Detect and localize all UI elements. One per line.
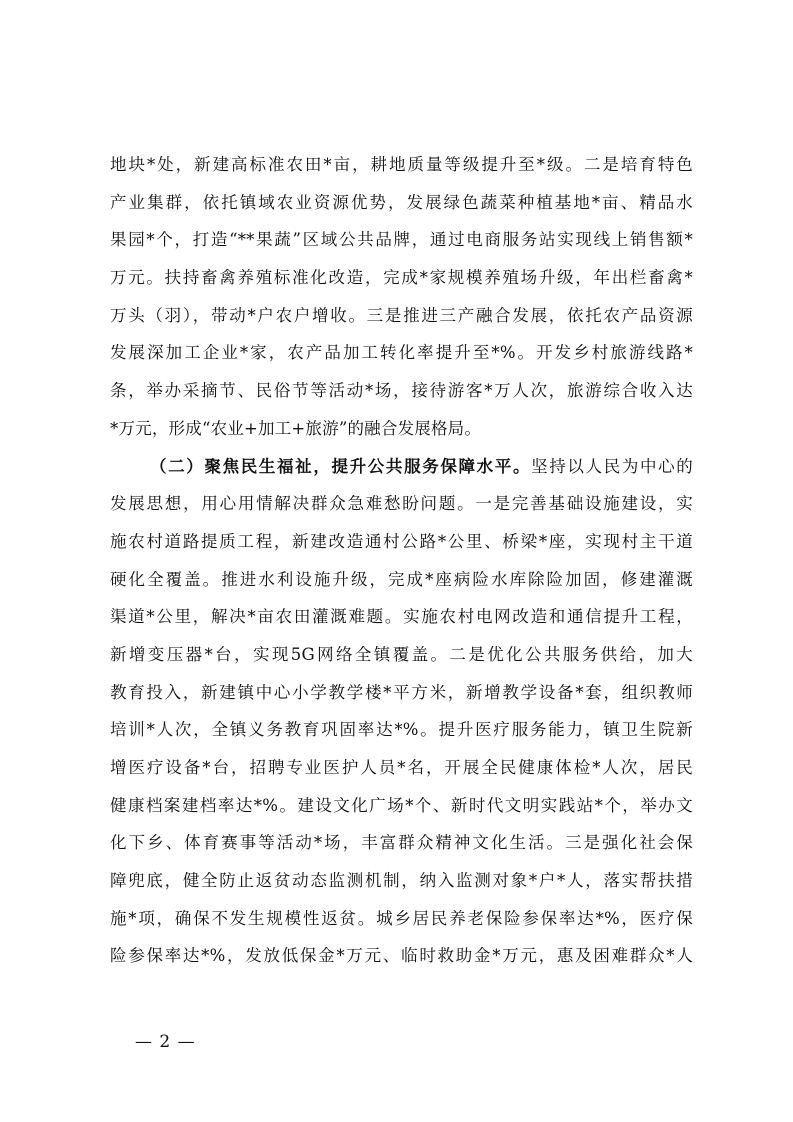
paragraph-line: 地块*处，新建高标准农田*亩，耕地质量等级提升至*级。二是培育特色 [110, 155, 693, 174]
paragraph-line: 条，举办采摘节、民俗节等活动*场，接待游客*万人次，旅游综合收入达 [110, 381, 693, 401]
paragraph-line: 万头（羽），带动*户农户增收。三是推进三产融合发展，依托农产品资源 [110, 305, 693, 325]
paragraph-line: 产业集群，依托镇域农业资源优势，发展绿色蔬菜种植基地*亩、精品水 [110, 192, 693, 212]
paragraph-line: 渠道*公里，解决*亩农田灌溉难题。实施农村电网改造和通信提升工程， [110, 607, 693, 627]
section-heading-continuation: 坚持以人民为中心的 [531, 456, 693, 476]
paragraph-line: 培训*人次，全镇义务教育巩固率达*%。提升医疗服务能力，镇卫生院新 [110, 720, 693, 740]
paragraph-line: 施*项，确保不发生规模性返贫。城乡居民养老保险参保率达*%，医疗保 [110, 908, 693, 928]
page-number: — 2 — [135, 1032, 196, 1052]
section-heading-line [110, 448, 693, 486]
paragraph-line: 新增变压器*台，实现5G网络全镇覆盖。二是优化公共服务供给，加大 [110, 644, 693, 664]
paragraph-line: 果园*个，打造“**果蔬”区域公共品牌，通过电商服务站实现线上销售额* [110, 230, 693, 250]
paragraph-line: 硬化全覆盖。推进水利设施升级，完成*座病险水库除险加固，修建灌溉 [110, 569, 693, 589]
paragraph-line: 健康档案建档率达*%。建设文化广场*个、新时代文明实践站*个，举办文 [110, 795, 693, 815]
section-heading: （二）聚焦民生福祉，提升公共服务保障水平。 [150, 456, 532, 476]
paragraph-line: 增医疗设备*台，招聘专业医护人员*名，开展全民健康体检*人次，居民 [110, 758, 693, 777]
paragraph-line: 发展深加工企业*家，农产品加工转化率提升至*%。开发乡村旅游线路* [110, 343, 693, 363]
paragraph-line: *万元，形成“农业+加工+旅游”的融合发展格局。 [110, 418, 482, 438]
paragraph-line: 教育投入，新建镇中心小学教学楼*平方米，新增教学设备*套，组织教师 [110, 682, 693, 702]
paragraph-line: 障兜底，健全防止返贫动态监测机制，纳入监测对象*户*人，落实帮扶措 [110, 871, 693, 891]
paragraph-line: 万元。扶持畜禽养殖标准化改造，完成*家规模养殖场升级，年出栏畜禽* [110, 268, 693, 288]
paragraph-line: 发展思想，用心用情解决群众急难愁盼问题。一是完善基础设施建设，实 [110, 494, 693, 514]
paragraph-line: 险参保率达*%，发放低保金*万元、临时救助金*万元，惠及困难群众*人 [110, 946, 693, 966]
body-text [110, 146, 693, 975]
paragraph-line: 化下乡、体育赛事等活动*场，丰富群众精神文化生活。三是强化社会保 [110, 833, 693, 853]
paragraph-line: 施农村道路提质工程，新建改造通村公路*公里、桥梁*座，实现村主干道 [110, 531, 693, 551]
